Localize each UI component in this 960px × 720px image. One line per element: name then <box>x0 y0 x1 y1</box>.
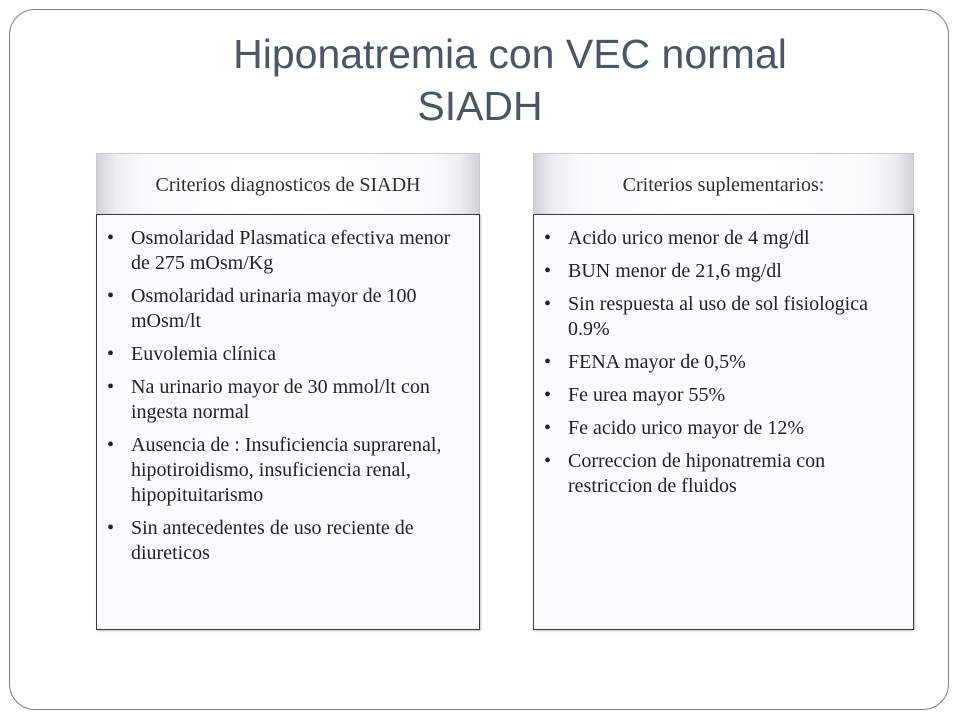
list-item-text: Fe urea mayor 55% <box>568 384 726 406</box>
list-item-text: Ausencia de : Insuficiencia suprarenal, hipotiroidismo, insuficiencia renal, hipopituitarismo <box>131 434 442 506</box>
bullet-icon: • <box>107 517 115 539</box>
list-item <box>544 449 903 499</box>
bullet-icon: • <box>544 384 552 406</box>
list-item <box>544 350 903 375</box>
list-item-text: Osmolaridad urinaria mayor de 100 mOsm/lt <box>131 285 417 332</box>
list-item-text: Correccion de hiponatremia con restriccion de fluidos <box>568 450 826 497</box>
list-item <box>107 516 469 566</box>
bullet-icon: • <box>544 450 552 472</box>
list-item <box>107 433 469 508</box>
supplementary-criteria-list <box>534 215 913 499</box>
list-item-text: BUN menor de 21,6 mg/dl <box>568 260 782 282</box>
diagnostic-criteria-header: Criterios diagnosticos de SIADH <box>96 153 480 219</box>
list-item-text: Sin respuesta al uso de sol fisiologica 0.9% <box>568 293 868 340</box>
bullet-icon: • <box>544 417 552 439</box>
list-item <box>107 226 469 276</box>
title-line-2: SIADH <box>417 83 543 129</box>
supplementary-criteria-header: Criterios suplementarios: <box>533 153 914 219</box>
supplementary-criteria-panel <box>533 214 914 630</box>
bullet-icon: • <box>107 285 115 307</box>
title-line-1: Hiponatremia con VEC normal <box>233 31 787 77</box>
bullet-icon: • <box>107 376 115 398</box>
list-item-text: Sin antecedentes de uso reciente de diureticos <box>131 517 414 564</box>
list-item <box>544 416 903 441</box>
list-item-text: Acido urico menor de 4 mg/dl <box>568 227 810 249</box>
list-item-text: FENA mayor de 0,5% <box>568 351 746 373</box>
diagnostic-criteria-list <box>97 215 479 566</box>
bullet-icon: • <box>107 343 115 365</box>
list-item <box>107 342 469 367</box>
list-item <box>107 375 469 425</box>
bullet-icon: • <box>544 351 552 373</box>
list-item <box>107 284 469 334</box>
list-item-text: Euvolemia clínica <box>131 343 276 365</box>
list-item <box>544 226 903 251</box>
list-item-text: Osmolaridad Plasmatica efectiva menor de 275 mOsm/Kg <box>131 227 451 274</box>
list-item <box>544 292 903 342</box>
list-item-text: Fe acido urico mayor de 12% <box>568 417 805 439</box>
bullet-icon: • <box>544 227 552 249</box>
bullet-icon: • <box>544 293 552 315</box>
bullet-icon: • <box>107 227 115 249</box>
slide-title <box>0 28 960 132</box>
bullet-icon: • <box>544 260 552 282</box>
list-item-text: Na urinario mayor de 30 mmol/lt con ingesta normal <box>131 376 430 423</box>
list-item <box>544 259 903 284</box>
bullet-icon: • <box>107 434 115 456</box>
list-item <box>544 383 903 408</box>
diagnostic-criteria-panel <box>96 214 480 630</box>
